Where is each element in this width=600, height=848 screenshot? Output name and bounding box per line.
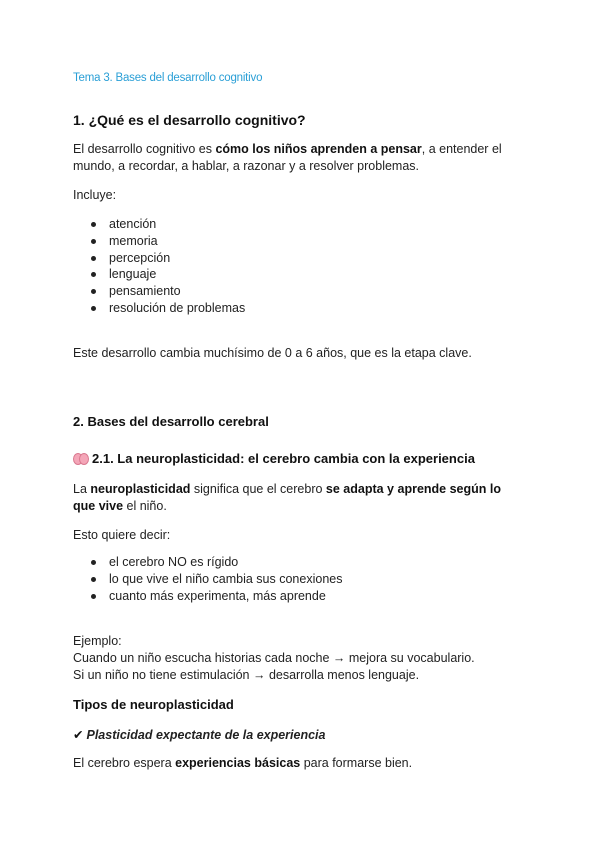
page-header: Tema 3. Bases del desarrollo cognitivo bbox=[73, 72, 263, 84]
checkmark-icon: ✔ bbox=[73, 728, 84, 742]
example-block: Ejemplo: Cuando un niño escucha historias cada noche → mejora su vocabulario. Si un niño no tiene estimulación → desarrolla menos lenguaje. bbox=[73, 634, 475, 682]
expectant-plasticity-text: El cerebro espera experiencias básicas para formarse bien. bbox=[73, 756, 413, 770]
section1-closing: Este desarrollo cambia muchísimo de 0 a 6 años, que es la etapa clave. bbox=[73, 346, 472, 360]
list-item: pensamiento bbox=[73, 283, 245, 300]
means-label: Esto quiere decir: bbox=[73, 528, 171, 542]
neuroplasticity-definition: La neuroplasticidad significa que el cerebro se adapta y aprende según lo que vive el niño. bbox=[73, 482, 501, 513]
subsection-2-1-heading: 2.1. La neuroplasticidad: el cerebro cambia con la experiencia bbox=[73, 451, 475, 466]
section1-list bbox=[73, 216, 245, 317]
list-item: percepción bbox=[73, 250, 245, 267]
section2-list bbox=[73, 554, 342, 604]
list-item: memoria bbox=[73, 233, 245, 250]
list-item: atención bbox=[73, 216, 245, 233]
list-item: lenguaje bbox=[73, 266, 245, 283]
expectant-plasticity-heading: ✔ Plasticidad expectante de la experiencia bbox=[73, 728, 326, 742]
section1-intro: El desarrollo cognitivo es cómo los niños aprenden a pensar, a entender el mundo, a recordar, a hablar, a razonar y a resolver problemas. bbox=[73, 142, 502, 173]
list-item: el cerebro NO es rígido bbox=[73, 554, 342, 571]
includes-label: Incluye: bbox=[73, 188, 117, 202]
list-item: lo que vive el niño cambia sus conexiones bbox=[73, 571, 342, 588]
types-heading: Tipos de neuroplasticidad bbox=[73, 697, 234, 712]
brain-icon bbox=[73, 452, 88, 464]
list-item: resolución de problemas bbox=[73, 300, 245, 317]
section1-heading: 1. ¿Qué es el desarrollo cognitivo? bbox=[73, 112, 306, 128]
list-item: cuanto más experimenta, más aprende bbox=[73, 588, 342, 605]
section2-heading: 2. Bases del desarrollo cerebral bbox=[73, 414, 269, 429]
